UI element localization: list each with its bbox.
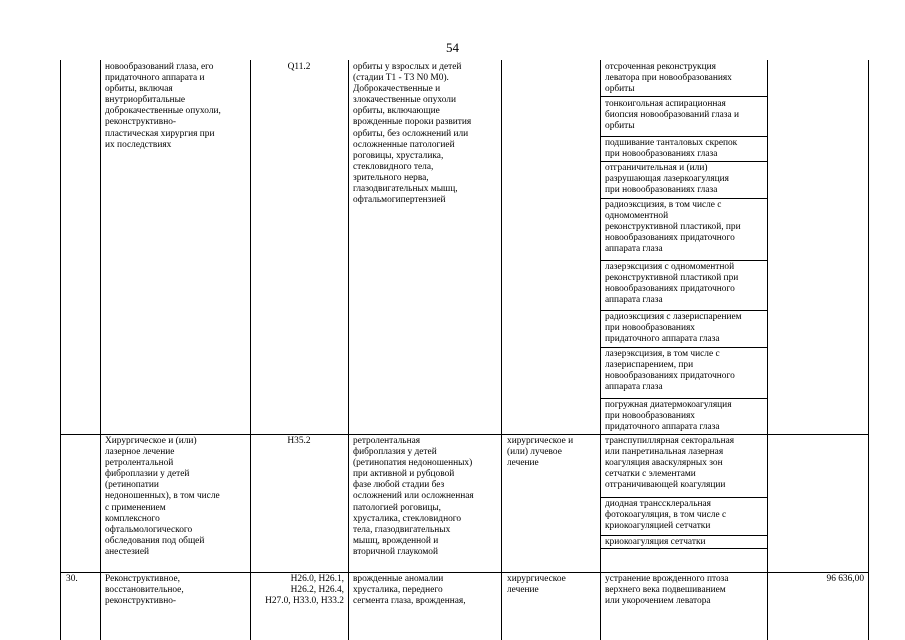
- method-cell: устранение врожденного птоза верхнего века подвешиванием или укорочением леватора: [605, 574, 729, 607]
- method-line: [600, 136, 768, 137]
- method-line: [600, 96, 768, 97]
- method-line: [600, 398, 768, 399]
- method-line: [600, 161, 768, 162]
- row-number-cell: 30.: [66, 574, 78, 584]
- method-line: [600, 310, 768, 311]
- col-line-2: [250, 60, 251, 640]
- method-line: [600, 497, 768, 498]
- method-cell: отграничительная и (или) разрушающая лазеркоагуляция при новообразованиях глаза: [605, 163, 729, 196]
- method-line: [600, 535, 768, 536]
- method-cell: радиоэксцизия с лазериспарением при новообразованиях придаточного аппарата глаза: [605, 312, 742, 345]
- row-treatment-cell: хирургическое лечение: [507, 574, 566, 596]
- col-line-left: [60, 60, 61, 640]
- row-model-cell: ретролентальная фиброплазия у детей (ретинопатия недоношенных) при активной и рубцовой фазе любой стадии без осложнений или осложненная патологией роговицы, хрусталика, стекловидного тела, глазодвигательных мышц, врожденной и вторичной глаукомой: [353, 436, 474, 557]
- method-cell: лазерэксцизия с одномоментной реконструктивной пластикой при новообразованиях придаточного аппарата глаза: [605, 262, 739, 306]
- row-model-cell: врожденные аномалии хрусталика, переднего сегмента глаза, врожденная,: [353, 574, 466, 607]
- method-cell: лазерэксцизия, в том числе с лазериспарением, при новообразованиях придаточного аппарата глаза: [605, 349, 735, 393]
- method-line: [600, 347, 768, 348]
- row-treatment-cell: хирургическое и (или) лучевое лечение: [507, 436, 574, 469]
- method-cell: подшивание танталовых скрепок при новообразованиях глаза: [605, 138, 738, 160]
- col-line-6: [767, 60, 768, 640]
- row-name-cell: Хирургическое и (или) лазерное лечение ретролентальной фиброплазии у детей (ретинопатии недоношенных), в том числе с применением комплексного офтальмологического обследования под общей анестезией: [105, 436, 220, 557]
- col-line-5: [600, 60, 601, 640]
- col-line-4: [501, 60, 502, 640]
- row-code-cell: Q11.2: [287, 62, 311, 72]
- row-line-1: [60, 434, 869, 435]
- method-line: [600, 260, 768, 261]
- method-line: [600, 198, 768, 199]
- method-cell: криокоагуляция сетчатки: [605, 537, 706, 547]
- method-cell: погружная диатермокоагуляция при новообразованиях придаточного аппарата глаза: [605, 400, 732, 433]
- row-code-cell: H35.2: [287, 436, 311, 446]
- col-line-3: [348, 60, 349, 640]
- col-line-right: [868, 60, 869, 640]
- row-price-cell: 96 636,00: [826, 574, 864, 584]
- row-code-cell: H26.0, H26.1, H26.2, H26.4, H27.0, H33.0, H33.2: [265, 574, 344, 607]
- row-name-cell: Реконструктивное, восстановительное, реконструктивно-: [105, 574, 184, 607]
- row-line-2: [60, 572, 869, 573]
- method-cell: отсроченная реконструкция леватора при новообразованиях орбиты: [605, 62, 732, 95]
- col-line-1: [100, 60, 101, 640]
- page-number: 54: [446, 40, 459, 55]
- method-cell: диодная транссклеральная фотокоагуляция, в том числе с криокоагуляцией сетчатки: [605, 499, 727, 532]
- row-model-cell: орбиты у взрослых и детей (стадии T1 - T3 N0 M0). Доброкачественные и злокачественные опухоли орбиты, включающие врожденные пороки развития орбиты, без осложнений или осложненные патологией роговицы, хрусталика, стекловидного тела, зрительного нерва, глазодвигательных мышц, офтальмогипертензией: [353, 62, 472, 206]
- method-cell: тонкоигольная аспирационная биопсия новообразований глаза и орбиты: [605, 99, 740, 132]
- row-name-cell: новообразований глаза, его придаточного аппарата и орбиты, включая внутриорбитальные доброкачественные опухоли, реконструктивно- пластическая хирургия при их последствиях: [105, 62, 221, 150]
- method-cell: радиоэксцизия, в том числе с одномоментной реконструктивной пластикой, при новообразованиях придаточного аппарата глаза: [605, 200, 741, 255]
- method-cell: транспупиллярная секторальная или панретинальная лазерная коагуляция аваскулярных зон сетчатки с элементами отграничивающей коагуляции: [605, 436, 735, 491]
- method-line: [600, 548, 768, 549]
